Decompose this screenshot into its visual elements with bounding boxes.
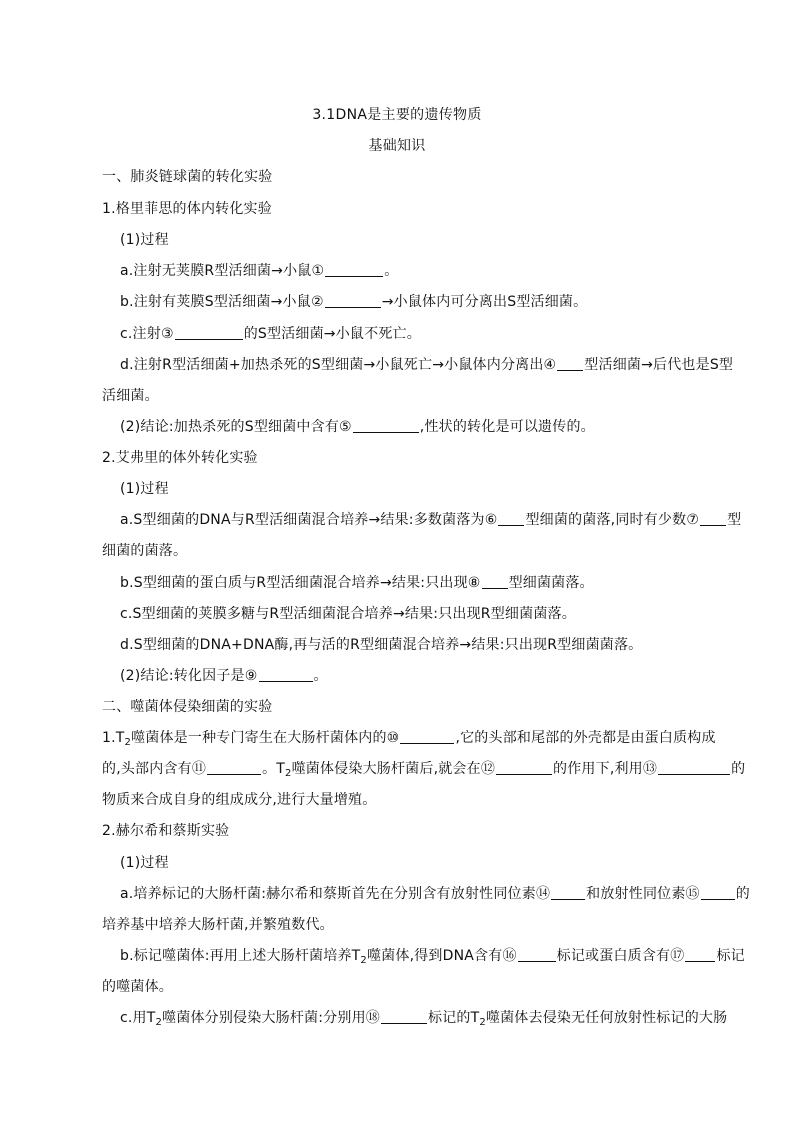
fill-blank-16[interactable] bbox=[518, 948, 556, 962]
text-line: b.标记噬菌体:再用上述大肠杆菌培养$T_2$噬菌体,得到DNA含有⑯ 标记或蛋白质含有⑰ 标记 bbox=[120, 948, 745, 966]
fill-blank-13[interactable] bbox=[658, 761, 730, 775]
text-line: 物质来合成自身的组成成分,进行大量增殖。 bbox=[102, 792, 377, 808]
fill-blank-2[interactable] bbox=[325, 294, 381, 308]
text-line: d.S型细菌的DNA+DNA酶,再与活的R型细菌混合培养→结果:只出现R型细菌菌落。 bbox=[120, 637, 643, 653]
process-label-1: (1)过程 bbox=[120, 232, 169, 248]
subheading-griffith: 1.格里菲思的体内转化实验 bbox=[102, 201, 272, 217]
fill-blank-18[interactable] bbox=[381, 1010, 427, 1024]
fill-blank-14[interactable] bbox=[551, 886, 585, 900]
text-line: a.S型细菌的DNA与R型活细菌混合培养→结果:多数菌落为⑥ 型细菌的菌落,同时有少数⑦ 型 bbox=[120, 512, 742, 528]
text-line: 细菌的菌落。 bbox=[102, 543, 188, 559]
section-heading-1: 一、肺炎链球菌的转化实验 bbox=[102, 169, 273, 185]
section-heading-2: 二、噬菌体侵染细菌的实验 bbox=[102, 699, 273, 715]
page-title: 3.1DNA是主要的遗传物质 bbox=[312, 107, 482, 123]
text-line: (2)结论:转化因子是⑨ 。 bbox=[120, 668, 328, 684]
page-subtitle: 基础知识 bbox=[368, 138, 426, 154]
subheading-hershey-chase: 2.赫尔希和蔡斯实验 bbox=[102, 823, 230, 839]
fill-blank-8[interactable] bbox=[482, 575, 508, 589]
text-line: c.注射③ 的S型活细菌→小鼠不死亡。 bbox=[120, 326, 421, 342]
fill-blank-7[interactable] bbox=[700, 512, 726, 526]
text-line: a.注射无荚膜R型活细菌→小鼠① 。 bbox=[120, 263, 399, 279]
subheading-avery: 2.艾弗里的体外转化实验 bbox=[102, 450, 258, 466]
text-line: b.注射有荚膜S型活细菌→小鼠② →小鼠体内可分离出S型活细菌。 bbox=[120, 294, 588, 310]
text-line: 活细菌。 bbox=[102, 388, 159, 404]
text-line: (2)结论:加热杀死的S型细菌中含有⑤ ,性状的转化是可以遗传的。 bbox=[120, 419, 595, 435]
text-line: 的,头部内含有⑪ 。$T_2$噬菌体侵染大肠杆菌后,就会在⑫ 的作用下,利用⑬ 的 bbox=[102, 761, 746, 779]
fill-blank-10[interactable] bbox=[400, 730, 454, 744]
fill-blank-1[interactable] bbox=[325, 263, 383, 277]
process-label-3: (1)过程 bbox=[120, 855, 169, 871]
text-line: 的噬菌体。 bbox=[102, 979, 173, 995]
text-line: a.培养标记的大肠杆菌:赫尔希和蔡斯首先在分别含有放射性同位素⑭ 和放射性同位素⑮ 的 bbox=[120, 886, 750, 902]
fill-blank-12[interactable] bbox=[496, 761, 552, 775]
fill-blank-11[interactable] bbox=[207, 761, 261, 775]
text-line: b.S型细菌的蛋白质与R型活细菌混合培养→结果:只出现⑧ 型细菌菌落。 bbox=[120, 575, 594, 591]
fill-blank-4[interactable] bbox=[557, 357, 583, 371]
text-line: $1.T_2$噬菌体是一种专门寄生在大肠杆菌体内的⑩ ,它的头部和尾部的外壳都是由蛋白质构成 bbox=[102, 730, 716, 748]
process-label-2: (1)过程 bbox=[120, 481, 169, 497]
fill-blank-6[interactable] bbox=[498, 512, 524, 526]
text-line: c.用$T_2$噬菌体分别侵染大肠杆菌:分别用⑱ 标记的$T_2$噬菌体去侵染无任何放射性标记的大肠 bbox=[120, 1010, 728, 1028]
fill-blank-5[interactable] bbox=[353, 419, 419, 433]
fill-blank-17[interactable] bbox=[685, 948, 715, 962]
text-line: c.S型细菌的荚膜多糖与R型活细菌混合培养→结果:只出现R型细菌菌落。 bbox=[120, 606, 576, 622]
text-line: 培养基中培养大肠杆菌,并繁殖数代。 bbox=[102, 917, 334, 933]
text-line: d.注射R型活细菌+加热杀死的S型细菌→小鼠死亡→小鼠体内分离出④ 型活细菌→后代也是S型 bbox=[120, 357, 734, 373]
fill-blank-9[interactable] bbox=[259, 668, 313, 682]
fill-blank-3[interactable] bbox=[175, 326, 243, 340]
fill-blank-15[interactable] bbox=[701, 886, 735, 900]
